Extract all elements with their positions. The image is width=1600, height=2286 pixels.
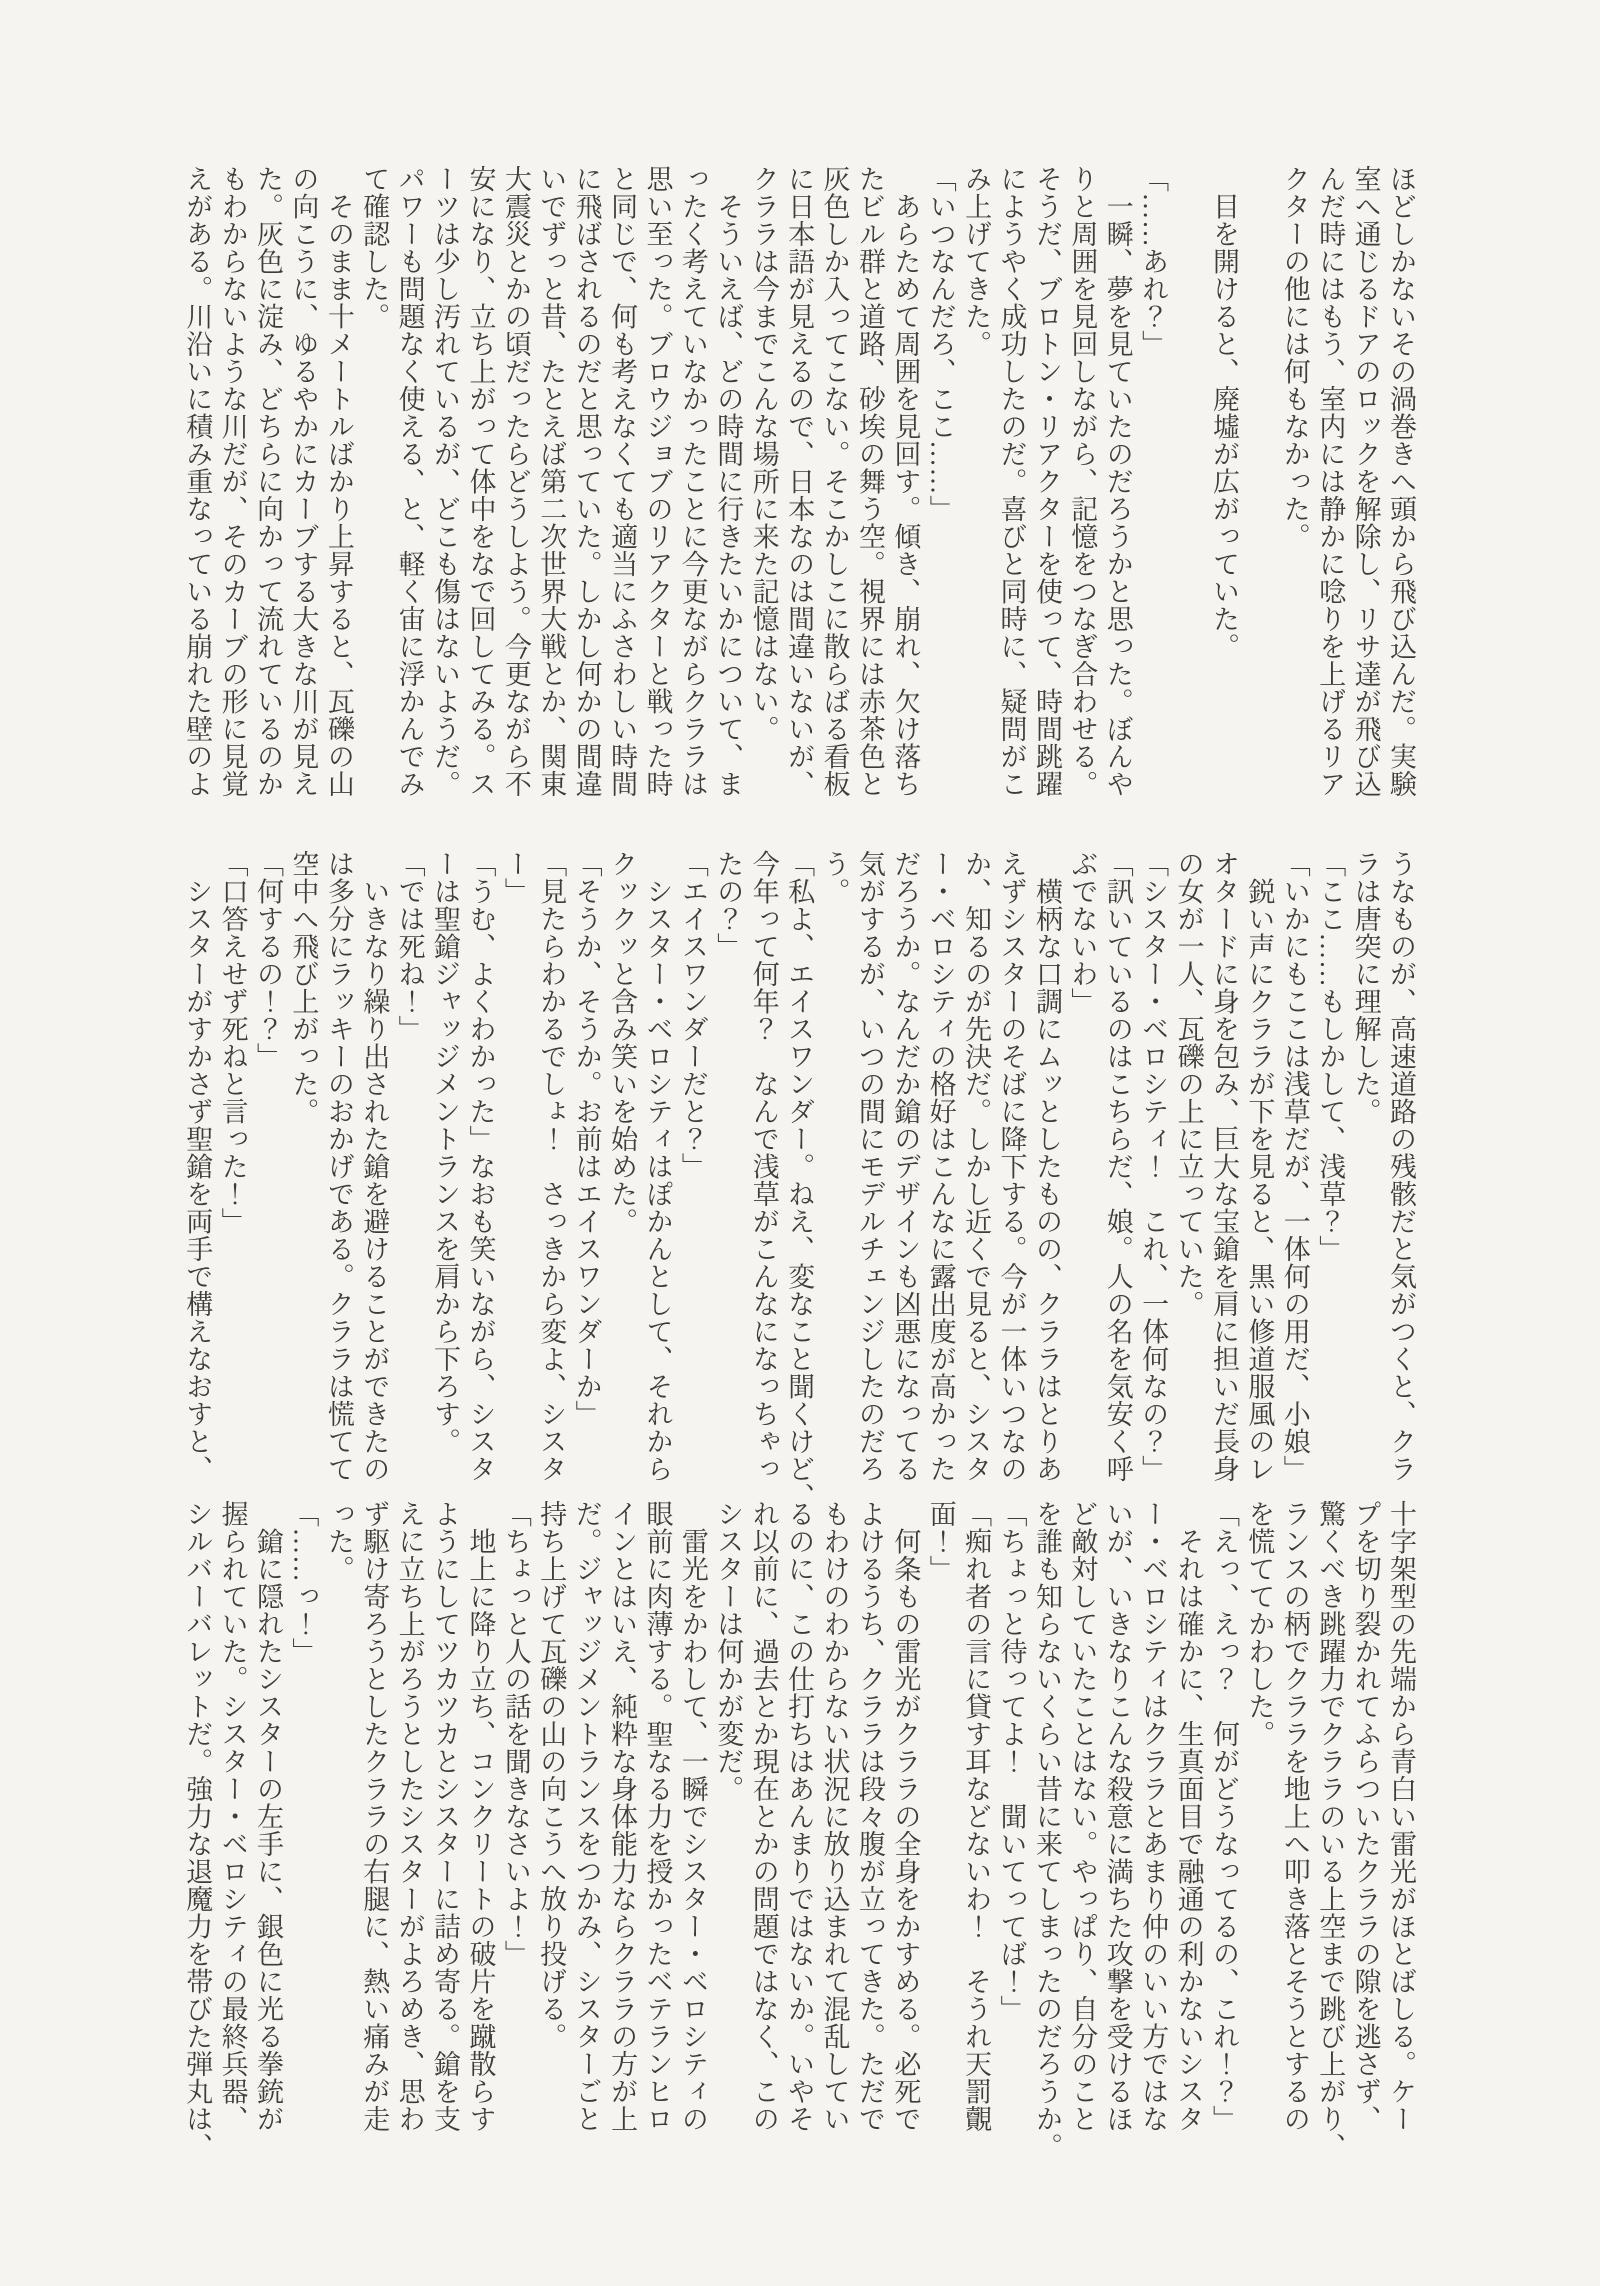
text-line: たの？」 [713, 850, 744, 960]
text-line: を慌ててかわした。 [1244, 1500, 1275, 1748]
text-line: 「訊いているのはこちらだ、娘。人の名を気安く呼 [1102, 850, 1133, 1483]
text-line: 「ちょっと人の話を聞きなさいよ！」 [500, 1500, 531, 1968]
text-line: んだ時にはもう、室内には静かに唸りを上げるリア [1315, 165, 1346, 798]
text-line: ー・ベロシティの格好はこんなに露出度が高かった [925, 850, 956, 1483]
text-line: 雷光をかわして、一瞬でシスター・ベロシティの [677, 1500, 708, 2133]
text-line: えに立ち上がろうとしたシスターがよろめき、思わ [394, 1500, 425, 2133]
text-line: ぶでないわ」 [1067, 850, 1098, 1015]
text-line: クターの他には何もなかった。 [1279, 165, 1310, 550]
text-line: パワーも問題なく使える、と、軽く宙に浮かんでみ [394, 165, 425, 798]
text-line: 室へ通じるドアのロックを解除し、リサ達が飛び込 [1350, 165, 1381, 798]
text-line: ったく考えていなかったことに今更ながらクララは [677, 165, 708, 798]
text-line: 「何するの！？」 [253, 850, 283, 1070]
text-line: いでずっと昔、たとえば第二次世界大戦とか、関東 [536, 165, 567, 798]
text-line: の向こうに、ゆるやかにカーブする大きな川が見え [288, 165, 319, 798]
text-line: 「……っ！」 [288, 1500, 319, 1665]
text-line: もわけのわからない状況に放り込まれて混乱してい [819, 1500, 850, 2133]
text-line: れ以前に、過去とか現在とかの問題ではなく、この [748, 1500, 779, 2133]
text-line: ランスの柄でクララを地上へ叩き落とそうとするの [1279, 1500, 1310, 2133]
text-line: 今年って何年？ なんで浅草がこんなになっちゃっ [748, 850, 779, 1483]
text-line [1241, 165, 1276, 798]
text-line: 十字架型の先端から青白い雷光がほとばしる。ケー [1386, 1500, 1416, 2133]
text-line: 「……あれ？」 [1138, 165, 1169, 358]
text-band-bottom [179, 1500, 1418, 2160]
text-line: った。 [323, 1500, 354, 1583]
text-line: 面！」 [925, 1500, 956, 1583]
text-line: もわからないような川だが、そのカーブの形に見覚 [217, 165, 248, 798]
text-line: ー・ベロシティはクララとあまり仲のいい方ではな [1138, 1500, 1169, 2133]
text-line: か、知るのが先決だ。しかし近くで見ると、シスタ [961, 850, 992, 1483]
text-line: と同じで、何も考えなくても適当にふさわしい時間 [607, 165, 638, 798]
text-line: シスターがすかさず聖鎗を両手で構えなおすと、 [182, 850, 213, 1483]
text-line: うなものが、高速道路の残骸だと気がつくと、クラ [1386, 850, 1416, 1483]
text-band-top [179, 165, 1418, 798]
text-line: 空中へ飛び上がった。 [288, 850, 319, 1125]
text-line [1170, 165, 1205, 798]
text-line: いきなり繰り出された鎗を避けることができたの [359, 850, 390, 1483]
text-line: りと周囲を見回しながら、記憶をつなぎ合わせる。 [1067, 165, 1098, 798]
text-line: ようにしてツカツカとシスターに詰め寄る。鎗を支 [430, 1500, 461, 2133]
text-line: 「いかにもここは浅草だが、一体何の用だ、小娘」 [1279, 850, 1310, 1483]
text-line: 「ちょっと待ってよ！ 聞いてってば！」 [996, 1500, 1027, 2023]
text-line: よけるうち、クララは段々腹が立ってきた。ただで [854, 1500, 885, 2133]
text-line: オタードに身を包み、巨大な宝鎗を肩に担いだ長身 [1208, 850, 1239, 1483]
text-line: に飛ばされるのだと思っていた。しかし何かの間違 [571, 165, 602, 798]
text-line: 「いつなんだろ、ここ……」 [925, 165, 956, 523]
text-line: それは確かに、生真面目で融通の利かないシスタ [1173, 1500, 1204, 2133]
text-line: ーは聖鎗ジャッジメントランスを肩から下ろす。 [430, 850, 461, 1455]
text-line: 思い至った。ブロウジョブのリアクターと戦った時 [642, 165, 673, 798]
text-line: 眼前に肉薄する。聖なる力を授かったベテランヒロ [642, 1500, 673, 2133]
text-band-middle [179, 850, 1418, 1510]
text-line: 目を開けると、廃墟が広がっていた。 [1208, 165, 1239, 660]
text-line: 「ここ……もしかして、浅草？」 [1315, 850, 1346, 1263]
text-line: るのに、この仕打ちはあんまりではないか。いやそ [784, 1500, 815, 2133]
text-line: えがある。川沿いに積み重なっている崩れた壁のよ [182, 165, 213, 798]
text-line: にようやく成功したのだ。喜びと同時に、疑問がこ [996, 165, 1027, 798]
text-line: シルバーバレットだ。強力な退魔力を帯びた弾丸は、 [182, 1500, 213, 2160]
text-line: ー」 [500, 850, 531, 905]
text-line: クックッと含み笑いを始めた。 [607, 850, 638, 1235]
text-line: に日本語が見えるので、日本なのは間違いないが、 [784, 165, 815, 798]
text-line: 鎗に隠れたシスターの左手に、銀色に光る拳銃が [253, 1500, 283, 2133]
text-line: ほどしかないその渦巻きへ頭から飛び込んだ。実験 [1386, 165, 1416, 798]
text-line: だろうか。なんだか鎗のデザインも凶悪になってる [890, 850, 921, 1483]
text-line: シスターは何かが変だ。 [713, 1500, 744, 1803]
text-line: 大震災とかの頃だったらどうしよう。今更ながら不 [500, 165, 531, 798]
text-line: 横柄な口調にムッとしたものの、クララはとりあ [1031, 850, 1062, 1483]
text-line: そうだ、ブロトン・リアクターを使って、時間跳躍 [1031, 165, 1062, 798]
text-line: インとはいえ、純粋な身体能力ならクララの方が上 [607, 1500, 638, 2133]
text-line: だ。ジャッジメントランスをつかみ、シスターごと [571, 1500, 602, 2133]
text-line: 灰色しか入ってこない。そこかしこに散らばる看板 [819, 165, 850, 798]
text-line: 「痴れ者の言に貸す耳などないわ！ そうれ天罰覿 [961, 1500, 992, 2133]
text-line: 「私よ、エイスワンダー。ねえ、変なこと聞くけど、 [784, 850, 815, 1510]
text-line: 「えっ、えっ？ 何がどうなってるの、これ！？」 [1208, 1500, 1239, 2133]
text-line: 何条もの雷光がクララの全身をかすめる。必死で [890, 1500, 921, 2133]
text-line: 安になり、立ち上がって体中をなで回してみる。ス [465, 165, 496, 798]
text-line: 「シスター・ベロシティ！ これ、一体何なの？」 [1138, 850, 1169, 1483]
text-line: て確認した。 [359, 165, 390, 330]
text-line: 鋭い声にクララが下を見ると、黒い修道服風のレ [1244, 850, 1275, 1483]
text-line: えずシスターのそばに降下する。今が一体いつなの [996, 850, 1027, 1483]
text-line: プを切り裂かれてふらついたクララの隙を逃さず、 [1350, 1500, 1381, 2133]
text-line: の女が一人、瓦礫の上に立っていた。 [1173, 850, 1204, 1318]
text-line: クララは今までこんな場所に来た記憶はない。 [748, 165, 779, 743]
text-line: 握られていた。シスター・ベロシティの最終兵器、 [217, 1500, 248, 2133]
text-line: を誰も知らないくらい昔に来てしまったのだろうか。 [1031, 1500, 1062, 2160]
text-line: 一瞬、夢を見ていたのだろうかと思った。ぼんや [1102, 165, 1133, 798]
text-line: 「では死ね！」 [394, 850, 425, 1043]
text-line: 「そうか、そうか。お前はエイスワンダーか」 [571, 850, 602, 1428]
text-line: たビル群と道路、砂埃の舞う空。視界には赤茶色と [854, 165, 885, 798]
text-line: ず駆け寄ろうとしたクララの右腿に、熱い痛みが走 [359, 1500, 390, 2133]
text-line: そのまま十メートルばかり上昇すると、瓦礫の山 [323, 165, 354, 798]
text-line: ラは唐突に理解した。 [1350, 850, 1381, 1125]
text-line: ど敵対していたことはない。やっぱり、自分のこと [1067, 1500, 1098, 2133]
text-line: は多分にラッキーのおかげである。クララは慌てて [323, 850, 354, 1483]
text-line: み上げてきた。 [961, 165, 992, 358]
text-line: 「見たらわかるでしょ！ さっきから変よ、シスタ [536, 850, 567, 1483]
text-line: た。灰色に淀み、どちらに向かって流れているのか [253, 165, 283, 798]
text-line: 地上に降り立ち、コンクリートの破片を蹴散らす [465, 1500, 496, 2133]
text-line: ーツは少し汚れているが、どこも傷はないようだ。 [430, 165, 461, 798]
text-line: あらためて周囲を見回す。傾き、崩れ、欠け落ち [890, 165, 921, 798]
text-line: う。 [819, 850, 850, 905]
text-line: 気がするが、いつの間にモデルチェンジしたのだろ [854, 850, 885, 1483]
text-line: 「エイスワンダーだと？」 [677, 850, 708, 1180]
text-line: 「うむ、よくわかった」なおも笑いながら、シスタ [465, 850, 496, 1483]
text-line: 「口答えせず死ねと言った！」 [217, 850, 248, 1235]
text-line: 驚くべき跳躍力でクララのいる上空まで跳び上がり、 [1315, 1500, 1346, 2160]
text-line: 持ち上げて瓦礫の山の向こうへ放り投げる。 [536, 1500, 567, 2050]
text-line: シスター・ベロシティはぽかんとして、それから [642, 850, 673, 1483]
text-line: いが、いきなりこんな殺意に満ちた攻撃を受けるほ [1102, 1500, 1133, 2133]
text-line: そういえば、どの時間に行きたいかについて、ま [713, 165, 744, 798]
